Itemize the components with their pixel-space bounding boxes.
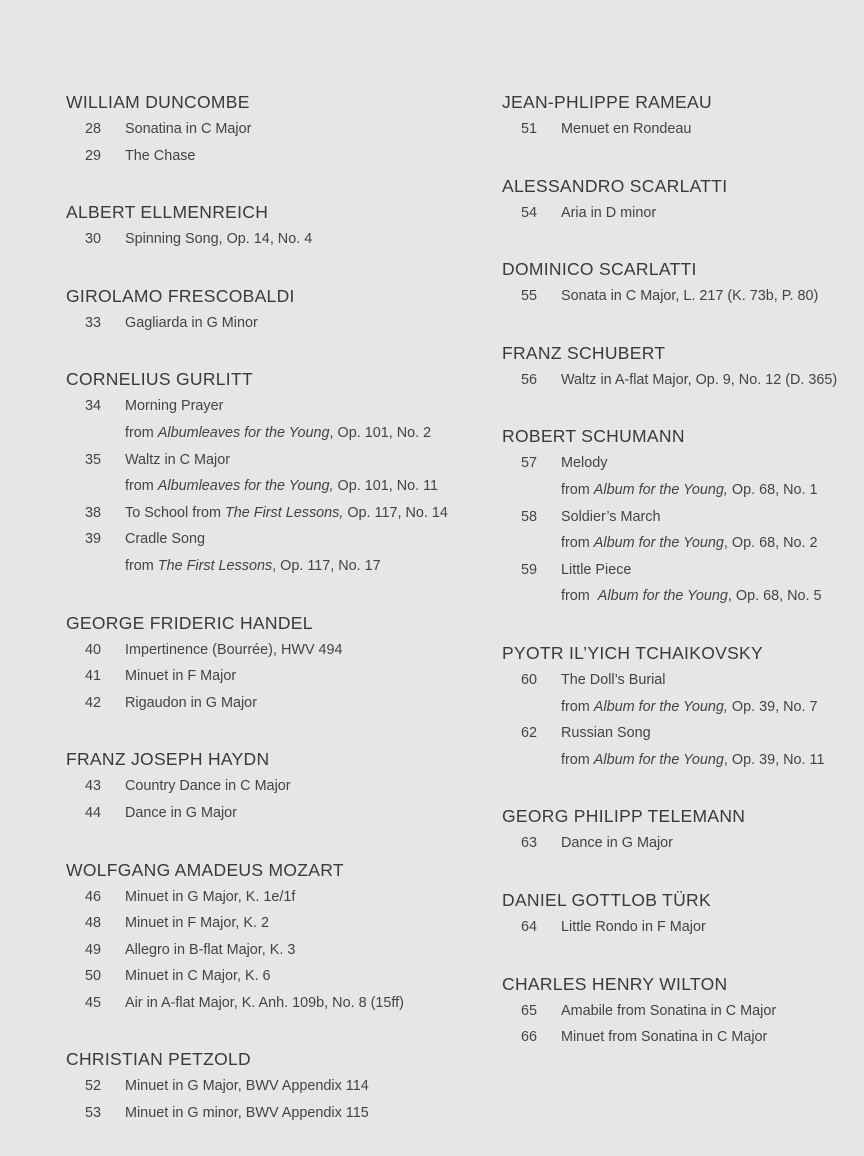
piece-title — [125, 884, 295, 911]
piece-title — [561, 530, 818, 557]
spacer — [537, 450, 561, 477]
toc-entry-source — [502, 583, 852, 610]
page-number: 48 — [84, 915, 101, 932]
toc-entry-source — [66, 473, 466, 500]
toc-entry[interactable] — [502, 1024, 852, 1051]
toc-entry[interactable] — [66, 990, 466, 1017]
spacer — [537, 367, 561, 394]
piece-title — [561, 1024, 767, 1051]
toc-entry[interactable] — [502, 667, 852, 694]
composer-name: ALBERT ELLMENREICH — [66, 202, 269, 223]
spacer — [537, 477, 561, 504]
collection-title: Album for the Young, — [593, 698, 728, 715]
collection-title: Album for the Young — [593, 751, 724, 768]
page-number: 44 — [84, 804, 101, 821]
title-text: from — [561, 751, 594, 768]
piece-title — [561, 667, 666, 694]
toc-entry[interactable] — [66, 393, 466, 420]
title-text: Country Dance in C Major — [125, 778, 291, 795]
collection-title: The First Lessons — [157, 557, 273, 574]
toc-entry[interactable] — [66, 526, 466, 553]
piece-title — [125, 1100, 369, 1127]
page-number-blank — [502, 583, 537, 610]
title-text: Minuet in C Major, K. 6 — [125, 968, 271, 985]
title-text: , Op. 68, No. 5 — [727, 588, 822, 605]
piece-title — [561, 200, 656, 227]
page-number: 51 — [520, 121, 537, 137]
page-number: 53 — [84, 1105, 101, 1122]
toc-entry[interactable] — [502, 116, 852, 143]
piece-title — [561, 283, 818, 310]
contents-column-left — [66, 88, 466, 1156]
spacer — [101, 1073, 125, 1100]
composer-section — [66, 1045, 466, 1126]
title-text: The Chase — [125, 147, 196, 164]
title-text: from — [125, 478, 158, 495]
composer-section — [66, 856, 466, 1017]
title-text: Dance in G Major — [561, 835, 673, 852]
piece-title — [125, 143, 195, 170]
page-number: 54 — [520, 204, 537, 221]
piece-title — [561, 914, 706, 941]
toc-entry[interactable] — [502, 557, 852, 584]
toc-entry[interactable] — [66, 690, 466, 717]
toc-entry[interactable] — [502, 367, 852, 394]
toc-entry[interactable] — [66, 447, 466, 474]
composer-section — [66, 198, 466, 253]
piece-title — [561, 557, 631, 584]
toc-entry-source — [502, 747, 852, 774]
spacer — [101, 1100, 125, 1127]
page-number: 38 — [84, 504, 101, 521]
composer-name: CHARLES HENRY WILTON — [502, 973, 728, 994]
composer-section — [66, 88, 466, 169]
composer-name: GEORGE FRIDERIC HANDEL — [66, 612, 313, 633]
page-number: 59 — [520, 561, 537, 578]
toc-entry-source — [66, 553, 466, 580]
title-text: Morning Prayer — [125, 398, 224, 415]
title-text: Spinning Song, Op. 14, No. 4 — [125, 231, 313, 248]
toc-entry[interactable] — [502, 830, 852, 857]
composer-name: WOLFGANG AMADEUS MOZART — [66, 859, 344, 880]
toc-entry[interactable] — [66, 773, 466, 800]
toc-entry[interactable] — [66, 226, 466, 253]
piece-title — [561, 998, 776, 1025]
title-text: from — [561, 535, 594, 552]
spacer — [537, 1024, 561, 1051]
composer-section — [502, 422, 852, 610]
spacer — [537, 720, 561, 747]
composer-name: FRANZ JOSEPH HAYDN — [66, 749, 270, 770]
piece-title — [125, 910, 269, 937]
spacer — [537, 504, 561, 531]
page-number: 40 — [84, 641, 101, 658]
title-text: To School from — [125, 504, 225, 521]
collection-title: The First Lessons, — [224, 504, 344, 521]
title-text: Air in A-flat Major, K. Anh. 109b, No. 8 (15ff) — [125, 994, 404, 1011]
toc-entry[interactable] — [66, 663, 466, 690]
collection-title: Albumleaves for the Young — [157, 424, 330, 441]
composer-section — [502, 639, 852, 773]
page-number: 55 — [520, 288, 537, 305]
title-text: from — [561, 588, 598, 605]
composer-name: ROBERT SCHUMANN — [502, 426, 685, 447]
spacer — [101, 447, 125, 474]
title-text: Dance in G Major — [125, 804, 237, 821]
spacer — [537, 830, 561, 857]
title-text: Soldier’s March — [561, 508, 661, 525]
piece-title — [125, 447, 230, 474]
composer-name: JEAN-PHLIPPE RAMEAU — [502, 92, 712, 112]
page-number: 60 — [520, 671, 537, 688]
composer-name: WILLIAM DUNCOMBE — [66, 92, 250, 112]
title-text: , Op. 68, No. 2 — [723, 535, 818, 552]
title-text: Allegro in B-flat Major, K. 3 — [125, 941, 296, 958]
title-text: Aria in D minor — [561, 204, 657, 221]
composer-name: CORNELIUS GURLITT — [66, 369, 253, 390]
page-number: 65 — [520, 1002, 537, 1019]
page-number-blank — [502, 477, 537, 504]
piece-title — [125, 800, 237, 827]
contents-column-right — [502, 88, 852, 1080]
title-text: Op. 39, No. 7 — [727, 698, 818, 715]
title-text: Rigaudon in G Major — [125, 694, 257, 711]
toc-entry[interactable] — [66, 1073, 466, 1100]
piece-title — [125, 553, 381, 580]
piece-title — [561, 830, 673, 857]
toc-entry[interactable] — [502, 720, 852, 747]
page-number-blank — [66, 553, 101, 580]
piece-title — [125, 473, 438, 500]
title-text: Minuet in F Major — [125, 668, 237, 685]
piece-title — [561, 367, 837, 394]
title-text: Gagliarda in G Minor — [125, 314, 258, 331]
piece-title — [125, 690, 257, 717]
title-text: , Op. 117, No. 17 — [272, 557, 381, 574]
spacer — [101, 884, 125, 911]
piece-title — [125, 116, 251, 143]
title-text: Sonatina in C Major — [125, 121, 252, 137]
toc-entry[interactable] — [66, 910, 466, 937]
spacer — [537, 998, 561, 1025]
piece-title — [561, 504, 660, 531]
spacer — [537, 747, 561, 774]
composer-name: DANIEL GOTTLOB TÜRK — [502, 889, 711, 910]
collection-title: Album for the Young — [597, 588, 728, 605]
page-number: 28 — [84, 121, 101, 137]
piece-title — [125, 310, 258, 337]
title-text: Cradle Song — [125, 531, 205, 548]
page-number: 66 — [520, 1029, 537, 1046]
piece-title — [125, 226, 312, 253]
piece-title — [561, 747, 824, 774]
composer-section — [66, 745, 466, 826]
toc-entry[interactable] — [66, 116, 466, 143]
composer-section — [502, 255, 852, 310]
page-number: 57 — [520, 455, 537, 472]
piece-title — [561, 720, 651, 747]
page-number: 29 — [84, 147, 101, 164]
title-text: , Op. 101, No. 2 — [329, 424, 432, 441]
spacer — [101, 473, 125, 500]
toc-entry[interactable] — [66, 143, 466, 170]
page-number: 34 — [84, 398, 101, 415]
page-number-blank — [66, 473, 101, 500]
spacer — [537, 583, 561, 610]
spacer — [537, 116, 561, 143]
title-text: from — [125, 557, 158, 574]
toc-entry-source — [502, 477, 852, 504]
spacer — [101, 910, 125, 937]
piece-title — [125, 990, 404, 1017]
title-text: Minuet from Sonatina in C Major — [561, 1029, 768, 1046]
toc-entry[interactable] — [66, 884, 466, 911]
composer-name: PYOTR IL’YICH TCHAIKOVSKY — [502, 642, 763, 663]
composer-section — [502, 802, 852, 857]
composer-name: DOMINICO SCARLATTI — [502, 259, 697, 280]
page-number: 41 — [84, 668, 101, 685]
title-text: from — [561, 481, 594, 498]
title-text: Minuet in G Major, K. 1e/1f — [125, 888, 296, 905]
title-text: Melody — [561, 455, 608, 472]
piece-title — [561, 694, 818, 721]
collection-title: Album for the Young, — [593, 481, 728, 498]
composer-name: ALESSANDRO SCARLATTI — [502, 175, 728, 196]
page-number: 46 — [84, 888, 101, 905]
spacer — [101, 143, 125, 170]
page-number: 64 — [520, 918, 537, 935]
toc-entry-source — [502, 694, 852, 721]
toc-entry[interactable] — [502, 998, 852, 1025]
spacer — [101, 773, 125, 800]
piece-title — [125, 393, 223, 420]
title-text: Waltz in A-flat Major, Op. 9, No. 12 (D. 365) — [561, 371, 838, 388]
title-text: Little Rondo in F Major — [561, 918, 706, 935]
toc-entry[interactable] — [502, 283, 852, 310]
title-text: , Op. 39, No. 11 — [723, 751, 825, 768]
toc-entry[interactable] — [502, 200, 852, 227]
toc-entry[interactable] — [66, 637, 466, 664]
page-number: 56 — [520, 371, 537, 388]
spacer — [537, 694, 561, 721]
page-number-blank — [502, 530, 537, 557]
piece-title — [125, 963, 271, 990]
spacer — [101, 800, 125, 827]
piece-title — [125, 420, 431, 447]
toc-entry-source — [66, 420, 466, 447]
toc-entry[interactable] — [66, 310, 466, 337]
composer-section — [502, 88, 852, 143]
spacer — [537, 667, 561, 694]
piece-title — [125, 637, 343, 664]
spacer — [537, 530, 561, 557]
spacer — [101, 963, 125, 990]
spacer — [101, 553, 125, 580]
spacer — [101, 226, 125, 253]
spacer — [537, 914, 561, 941]
title-text: Sonata in C Major, L. 217 (K. 73b, P. 80) — [561, 288, 819, 305]
composer-section — [502, 970, 852, 1051]
piece-title — [561, 116, 691, 143]
toc-entry[interactable] — [66, 500, 466, 527]
title-text: Minuet in F Major, K. 2 — [125, 915, 269, 932]
toc-entry[interactable] — [66, 963, 466, 990]
piece-title — [125, 663, 236, 690]
page-number: 52 — [84, 1078, 101, 1095]
page-number: 35 — [84, 451, 101, 468]
title-text: Minuet in G Major, BWV Appendix 114 — [125, 1078, 369, 1095]
toc-entry[interactable] — [66, 937, 466, 964]
spacer — [101, 393, 125, 420]
collection-title: Album for the Young — [593, 535, 724, 552]
piece-title — [561, 583, 822, 610]
collection-title: Albumleaves for the Young, — [157, 478, 334, 495]
title-text: from — [125, 424, 158, 441]
page-number: 39 — [84, 531, 101, 548]
composer-name: CHRISTIAN PETZOLD — [66, 1049, 251, 1070]
piece-title — [561, 477, 818, 504]
composer-name: GEORG PHILIPP TELEMANN — [502, 806, 746, 827]
title-text: The Doll’s Burial — [561, 671, 666, 688]
spacer — [101, 663, 125, 690]
page-number: 50 — [84, 968, 101, 985]
composer-section — [66, 282, 466, 337]
title-text: Minuet in G minor, BWV Appendix 115 — [125, 1105, 369, 1122]
piece-title — [125, 526, 205, 553]
title-text: Menuet en Rondeau — [561, 121, 692, 137]
page-number: 43 — [84, 778, 101, 795]
title-text: Amabile from Sonatina in C Major — [561, 1002, 777, 1019]
toc-entry[interactable] — [502, 504, 852, 531]
composer-section — [502, 339, 852, 394]
composer-name: FRANZ SCHUBERT — [502, 342, 666, 363]
piece-title — [561, 450, 607, 477]
spacer — [101, 637, 125, 664]
spacer — [537, 200, 561, 227]
composer-name: GIROLAMO FRESCOBALDI — [66, 285, 295, 306]
title-text: Op. 68, No. 1 — [727, 481, 818, 498]
spacer — [101, 116, 125, 143]
spacer — [101, 500, 125, 527]
toc-entry[interactable] — [502, 450, 852, 477]
page-number: 45 — [84, 994, 101, 1011]
title-text: Little Piece — [561, 561, 632, 578]
page-number: 63 — [520, 835, 537, 852]
toc-entry[interactable] — [502, 914, 852, 941]
spacer — [101, 420, 125, 447]
piece-title — [125, 937, 295, 964]
title-text: Impertinence (Bourrée), HWV 494 — [125, 641, 343, 658]
page-number: 49 — [84, 941, 101, 958]
spacer — [101, 526, 125, 553]
page-number-blank — [66, 420, 101, 447]
title-text: Waltz in C Major — [125, 451, 231, 468]
page-number: 30 — [84, 231, 101, 248]
spacer — [101, 310, 125, 337]
title-text: Op. 101, No. 11 — [333, 478, 439, 495]
page-number: 33 — [84, 314, 101, 331]
title-text: Op. 117, No. 14 — [343, 504, 448, 521]
spacer — [101, 937, 125, 964]
page-number-blank — [502, 694, 537, 721]
composer-section — [502, 886, 852, 941]
page-number-blank — [502, 747, 537, 774]
page-number: 62 — [520, 725, 537, 742]
toc-entry[interactable] — [66, 1100, 466, 1127]
composer-section — [502, 172, 852, 227]
title-text: from — [561, 698, 594, 715]
page-number: 58 — [520, 508, 537, 525]
spacer — [537, 557, 561, 584]
piece-title — [125, 500, 448, 527]
toc-entry[interactable] — [66, 800, 466, 827]
spacer — [537, 283, 561, 310]
spacer — [101, 690, 125, 717]
page-number: 42 — [84, 694, 101, 711]
piece-title — [125, 1073, 369, 1100]
composer-section — [66, 609, 466, 717]
toc-entry-source — [502, 530, 852, 557]
spacer — [101, 990, 125, 1017]
piece-title — [125, 773, 291, 800]
title-text: Russian Song — [561, 725, 651, 742]
composer-section — [66, 365, 466, 579]
